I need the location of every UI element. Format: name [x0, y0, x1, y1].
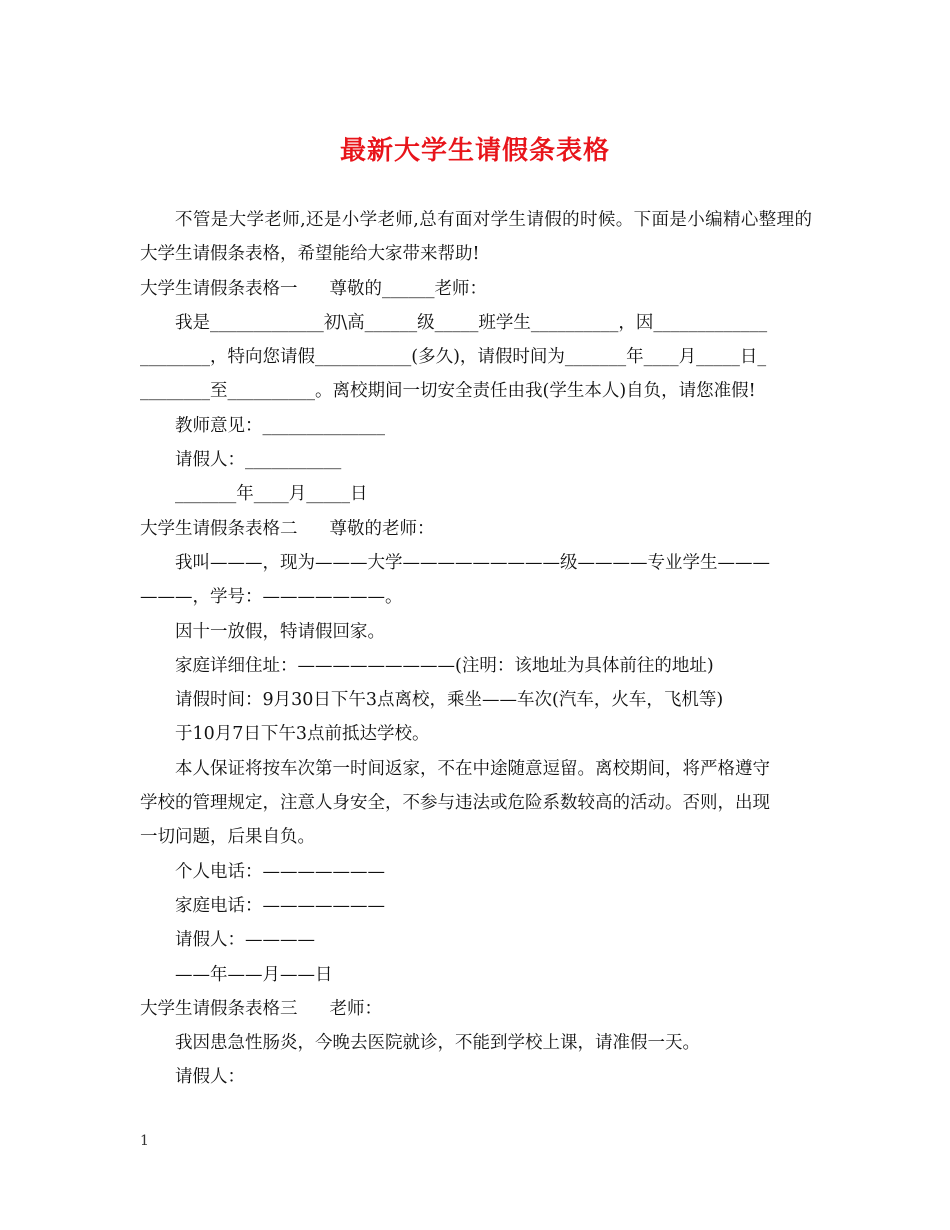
section-2-home-phone: 家庭电话：——————— [175, 895, 385, 916]
section-1-salutation: 尊敬的______老师： [329, 278, 487, 299]
section-1-heading-line [140, 272, 812, 306]
section-2-pledge-2: 学校的管理规定，注意人身安全，不参与违法或危险系数较高的活动。否则，出现 [140, 793, 770, 814]
section-2-heading-line [140, 512, 812, 546]
section-2-personal-phone: 个人电话：——————— [175, 861, 385, 882]
document-title: 最新大学生请假条表格 [339, 136, 610, 166]
section-2-return-time: 于10月7日下午3点前抵达学校。 [175, 724, 430, 745]
section-2-applicant: 请假人：———— [175, 930, 315, 951]
section-1-heading: 大学生请假条表格一 [140, 278, 298, 299]
section-3-applicant: 请假人： [175, 1067, 245, 1088]
section-2-line-3: 因十一放假，特请假回家。 [175, 621, 385, 642]
section-3-line-1: 我因患急性肠炎，今晚去医院就诊，不能到学校上课，请准假一天。 [175, 1033, 700, 1054]
section-1-date: _______年____月_____日 [175, 484, 368, 505]
page-number: 1 [140, 1133, 149, 1149]
section-1-line-2: ________，特向您请假___________(多久)，请假时间为_______年____月_____日_ [140, 347, 767, 368]
section-1-applicant: 请假人：___________ [175, 450, 342, 471]
section-2-pledge-1: 本人保证将按车次第一时间返家，不在中途随意逗留。离校期间，将严格遵守 [175, 758, 770, 779]
section-1-line-3: ________至__________。离校期间一切安全责任由我(学生本人)自负，请您准假! [140, 381, 756, 402]
section-2-line-1: 我叫———，现为———大学—————————级————专业学生——— [175, 552, 770, 573]
section-1-line-1: 我是_____________初\高______级_____班学生__________，因_____________ [175, 312, 768, 333]
section-2-date: ——年——月——日 [175, 964, 333, 985]
section-2-leave-time: 请假时间：9月30日下午3点离校，乘坐——车次(汽车，火车，飞机等) [175, 690, 724, 711]
intro-paragraph: 不管是大学老师,还是小学老师,总有面对学生请假的时候。下面是小编精心整理的大学生请假条表格，希望能给大家带来帮助! [140, 210, 812, 265]
section-2-pledge-3: 一切问题，后果自负。 [140, 827, 315, 848]
section-2-heading: 大学生请假条表格二 [140, 518, 298, 539]
section-2-address: 家庭详细住址：—————————(注明：该地址为具体前往的地址) [175, 655, 714, 676]
document-body [140, 203, 812, 1095]
section-3-heading: 大学生请假条表格三 [140, 998, 298, 1019]
section-2-salutation: 尊敬的老师： [329, 518, 435, 539]
section-2-line-2: ———，学号：———————。 [140, 587, 403, 608]
section-3-salutation: 老师： [329, 998, 382, 1019]
section-3-heading-line [140, 992, 812, 1026]
section-1-teacher-opinion: 教师意见：______________ [175, 415, 385, 436]
